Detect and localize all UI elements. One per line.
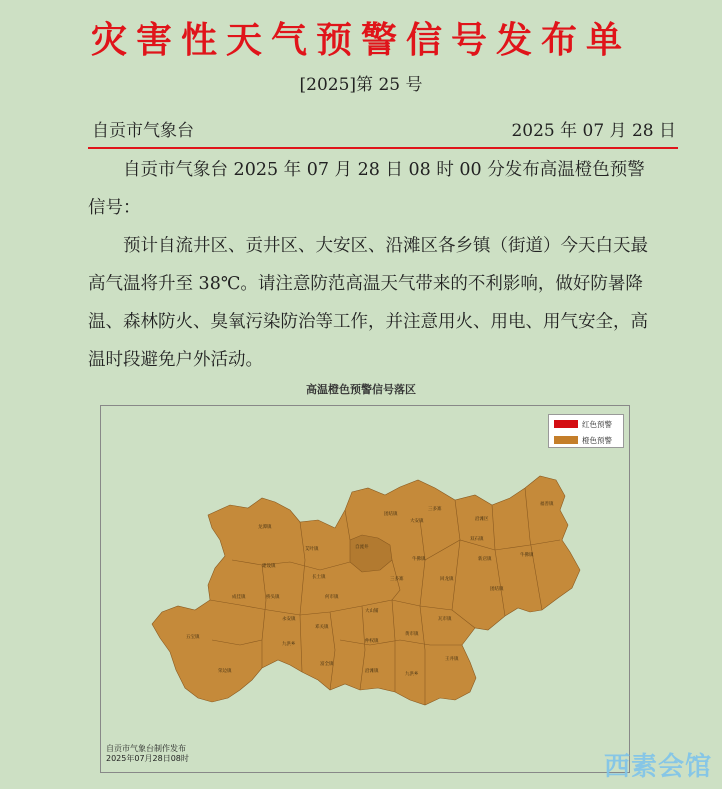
svg-text:黄市镇: 黄市镇 xyxy=(405,632,419,637)
map-legend xyxy=(548,414,624,448)
document-title: 灾害性天气预警信号发布单 xyxy=(90,19,631,61)
legend-label-orange: 橙色预警 xyxy=(582,435,612,445)
svg-text:建设镇: 建设镇 xyxy=(262,564,276,569)
svg-text:大山铺: 大山铺 xyxy=(365,609,379,614)
watermark-logo: 西素会馆 xyxy=(603,752,712,782)
svg-text:王井镇: 王井镇 xyxy=(445,657,459,662)
svg-text:沿滩区: 沿滩区 xyxy=(475,517,489,522)
forecast-paragraph: 预计自流井区、贡井区、大安区、沿滩区各乡镇（街道）今天白天最高气温将升至 38℃。请注意防范高温天气带来的不利影响，做好防暑降温、森林防火、臭氧污染防治等工作，并注意用火、用电、用气安全，高温时段避免户外活动。 xyxy=(88,236,648,370)
svg-text:回龙镇: 回龙镇 xyxy=(440,577,454,582)
svg-text:双石镇: 双石镇 xyxy=(470,537,484,542)
svg-text:三多寨: 三多寨 xyxy=(428,507,442,512)
issuer-name: 自贡市气象台 xyxy=(92,121,194,141)
svg-text:大安镇: 大安镇 xyxy=(410,519,424,524)
svg-text:富全镇: 富全镇 xyxy=(320,662,334,667)
svg-text:荣边镇: 荣边镇 xyxy=(218,669,232,674)
legend-item-orange xyxy=(549,433,623,447)
svg-text:成佳镇: 成佳镇 xyxy=(232,595,246,600)
legend-swatch-red xyxy=(554,420,578,428)
svg-text:沿滩镇: 沿滩镇 xyxy=(365,669,379,674)
svg-text:桥头镇: 桥头镇 xyxy=(266,595,280,600)
svg-text:团结镇: 团结镇 xyxy=(384,512,398,517)
issue-date: 2025 年 07 月 28 日 xyxy=(511,121,676,141)
svg-text:新店镇: 新店镇 xyxy=(478,557,492,562)
issue-number: [2025]第 25 号 xyxy=(299,75,423,95)
svg-text:牛佛镇: 牛佛镇 xyxy=(520,553,534,558)
map-producer xyxy=(106,744,189,764)
svg-text:三多寨: 三多寨 xyxy=(390,577,404,582)
legend-item-red xyxy=(549,417,623,431)
svg-text:瓦市镇: 瓦市镇 xyxy=(438,617,452,622)
svg-text:仲权镇: 仲权镇 xyxy=(365,639,379,644)
svg-text:九洪乡: 九洪乡 xyxy=(405,672,419,677)
svg-text:永安镇: 永安镇 xyxy=(282,617,296,622)
svg-text:艾叶镇: 艾叶镇 xyxy=(305,547,319,552)
svg-text:五宝镇: 五宝镇 xyxy=(186,635,200,640)
svg-text:团结镇: 团结镇 xyxy=(490,587,504,592)
svg-text:福善镇: 福善镇 xyxy=(540,502,554,507)
svg-text:九洪乡: 九洪乡 xyxy=(282,642,296,647)
map-title: 高温橙色预警信号落区 xyxy=(306,383,416,396)
legend-label-red: 红色预警 xyxy=(582,419,612,429)
svg-text:龙潭镇: 龙潭镇 xyxy=(258,525,272,530)
announcement-paragraph: 自贡市气象台 2025 年 07 月 28 日 08 时 00 分发布高温橙色预警信号： xyxy=(88,160,645,218)
legend-swatch-orange xyxy=(554,436,578,444)
svg-text:长土镇: 长土镇 xyxy=(312,575,326,580)
svg-text:自流井: 自流井 xyxy=(355,545,369,550)
svg-text:邓关镇: 邓关镇 xyxy=(315,625,329,630)
svg-text:牛佛镇: 牛佛镇 xyxy=(412,557,426,562)
svg-text:何市镇: 何市镇 xyxy=(325,595,339,600)
map-producer-time: 2025年07月28日08时 xyxy=(106,754,189,763)
map-producer-name: 自贡市气象台制作发布 xyxy=(106,744,186,753)
